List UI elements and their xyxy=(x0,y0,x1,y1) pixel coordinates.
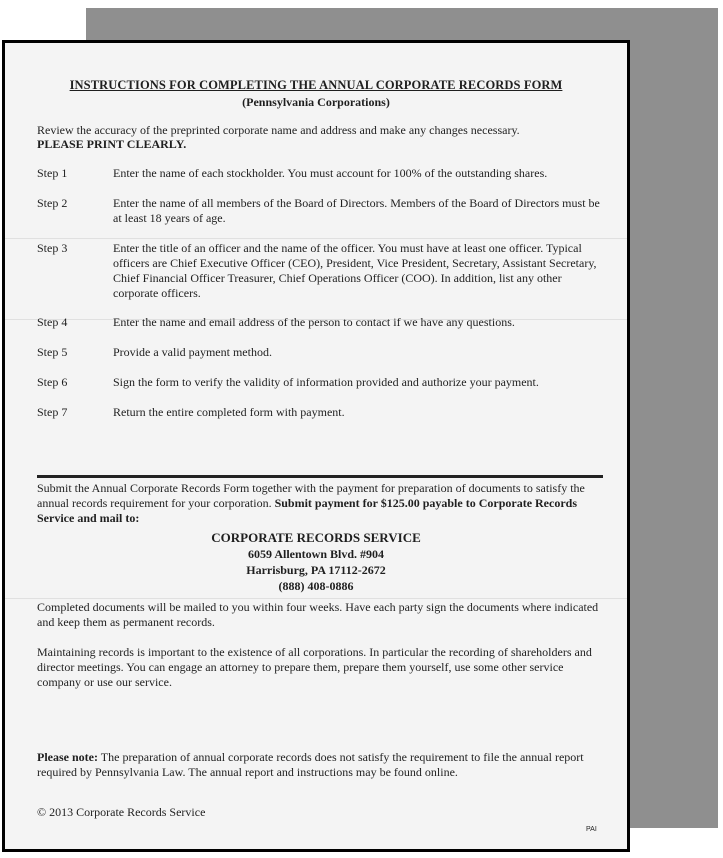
step-5 xyxy=(37,345,607,360)
step-label: Step 4 xyxy=(37,315,68,329)
submission-text: Submit the Annual Corporate Records Form together with the payment for preparation of documents to satisfy the annual records requirement for your corporation. xyxy=(37,481,585,510)
step-text: Provide a valid payment method. xyxy=(113,345,272,359)
step-label: Step 7 xyxy=(37,405,68,419)
phone-number: (888) 408-0886 xyxy=(278,579,354,593)
mailing-address xyxy=(5,530,627,594)
form-code: PAI xyxy=(586,826,597,833)
step-text: Enter the name of all members of the Board of Directors. Members of the Board of Directors must be at least 18 years of age. xyxy=(113,196,600,225)
document-title: INSTRUCTIONS FOR COMPLETING THE ANNUAL CORPORATE RECORDS FORM xyxy=(69,78,563,92)
step-1 xyxy=(37,166,607,181)
fold-line xyxy=(5,598,627,599)
step-3 xyxy=(37,241,607,301)
intro-paragraph xyxy=(37,123,599,151)
intro-text: Review the accuracy of the preprinted corporate name and address and make any changes necessary. xyxy=(37,123,520,137)
copyright: © 2013 Corporate Records Service xyxy=(37,805,206,819)
note-paragraph xyxy=(37,750,605,780)
step-label: Step 3 xyxy=(37,241,68,255)
street-address: 6059 Allentown Blvd. #904 xyxy=(247,547,385,561)
step-text: Enter the name of each stockholder. You must account for 100% of the outstanding shares. xyxy=(113,166,548,180)
step-2 xyxy=(37,196,607,226)
note-text: The preparation of annual corporate records does not satisfy the requirement to file the annual report required by Pennsylvania Law. The annual report and instructions may be found online. xyxy=(37,750,584,779)
submission-paragraph xyxy=(37,481,605,526)
step-label: Step 2 xyxy=(37,196,68,210)
mailing-paragraph: Completed documents will be mailed to you within four weeks. Have each party sign the documents where indicated and keep them as permanent records. xyxy=(37,600,599,629)
payment-instruction: Submit payment for $125.00 payable to Corporate Records Service and mail to: xyxy=(37,496,578,525)
document-subtitle: (Pennsylvania Corporations) xyxy=(242,95,390,109)
step-6 xyxy=(37,375,607,390)
step-text: Sign the form to verify the validity of information provided and authorize your payment. xyxy=(113,375,539,389)
document-page xyxy=(2,40,630,852)
step-text: Enter the name and email address of the person to contact if we have any questions. xyxy=(113,315,515,329)
step-text: Return the entire completed form with payment. xyxy=(113,405,345,419)
step-label: Step 1 xyxy=(37,166,68,180)
step-4 xyxy=(37,315,607,330)
note-label: Please note: xyxy=(37,750,98,764)
maintaining-paragraph: Maintaining records is important to the existence of all corporations. In particular the recording of shareholders and director meetings. You can engage an attorney to prepare them, prepare them yourself, use some other service company or use our service. xyxy=(37,645,592,689)
city-state-zip: Harrisburg, PA 17112-2672 xyxy=(246,563,386,577)
company-name: CORPORATE RECORDS SERVICE xyxy=(211,530,421,545)
step-label: Step 6 xyxy=(37,375,68,389)
section-divider xyxy=(37,475,603,478)
step-label: Step 5 xyxy=(37,345,68,359)
step-7 xyxy=(37,405,607,420)
step-text: Enter the title of an officer and the name of the officer. You must have at least one officer. Typical officers are Chief Executive Officer (CEO), President, Vice President, Secretary, Assistant Secretary, Chief Financial Officer Treasurer, Chief Operations Officer (COO). In addition, list any other corporate officers. xyxy=(113,241,597,300)
fold-line xyxy=(5,238,627,239)
print-clearly-notice: PLEASE PRINT CLEARLY. xyxy=(37,137,187,151)
